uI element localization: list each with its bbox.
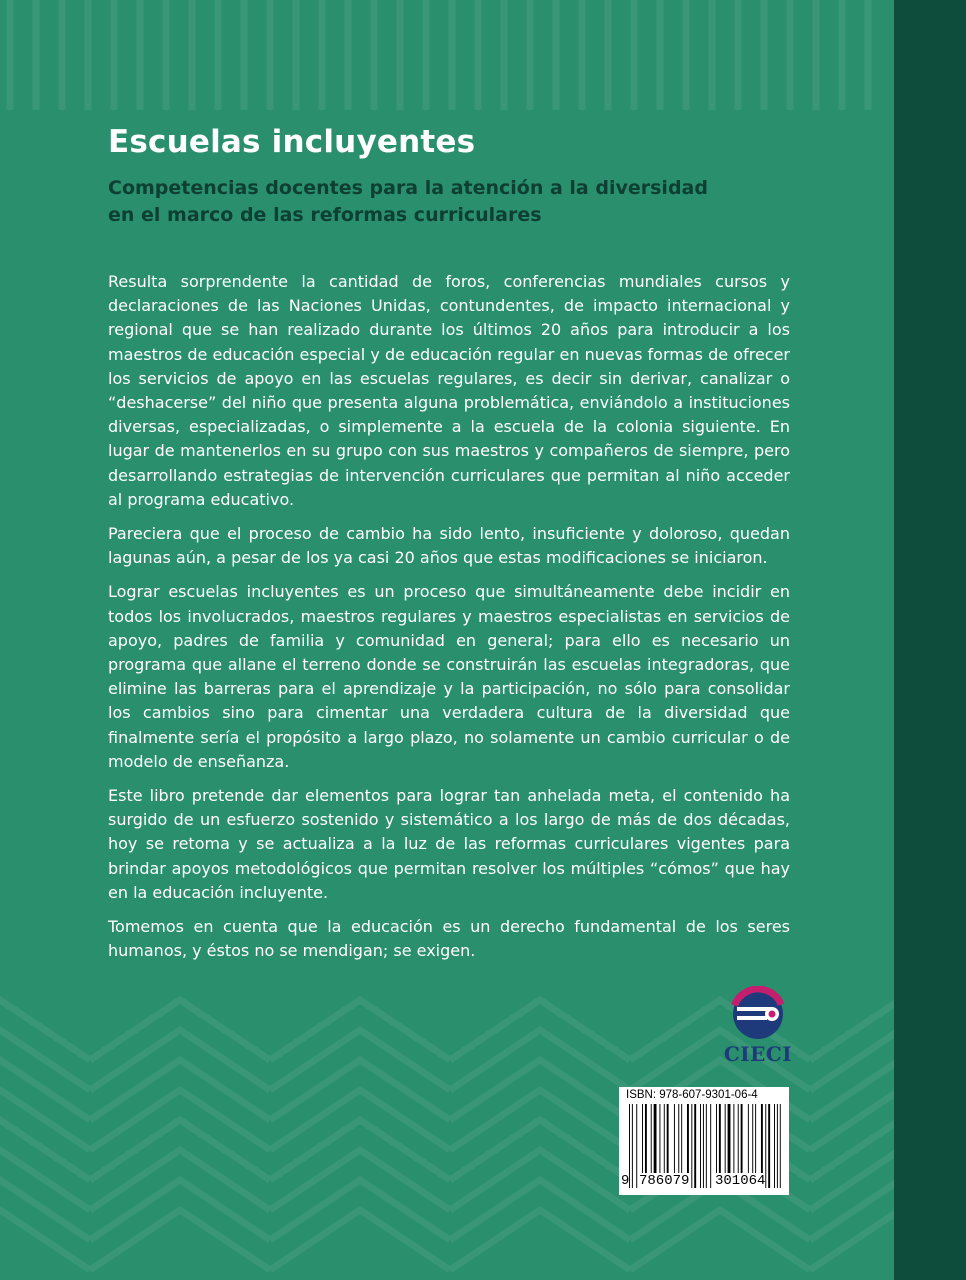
subtitle-line-1: Competencias docentes para la atención a la diversidad <box>108 177 708 199</box>
barcode-digit-first: 9 <box>621 1173 630 1189</box>
synopsis-paragraph: Lograr escuelas incluyentes es un proceso que simultáneamente debe incidir en todos los involucrados, maestros regulares y maestros especialistas en servicios de apoyo, padres de familia y comunidad en general; para ello es necesario un programa que allane el terreno donde se construirán las escuelas integradoras, que elimine las barreras para el aprendizaje y la participación, no sólo para consolidar los cambios sino para cimentar una verdadera cultura de la diversidad que finalmente sería el propósito a largo plazo, no solamente un cambio curricular o de modelo de enseñanza. <box>108 582 790 771</box>
barcode-digits-right: 301064 <box>715 1173 766 1189</box>
synopsis-paragraph: Este libro pretende dar elementos para lograr tan anhelada meta, el contenido ha surgido de un esfuerzo sostenido y sistemático a los largo de más de dos décadas, hoy se retoma y se actualiza a la luz de las reformas curriculares vigentes para brindar apoyos metodológicos que permitan resolver los múltiples “cómos” que hay en la educación incluyente. <box>108 786 790 902</box>
synopsis-paragraph: Pareciera que el proceso de cambio ha sido lento, insuficiente y doloroso, quedan lagunas aún, a pesar de los ya casi 20 años que estas modificaciones se iniciaron. <box>108 524 790 568</box>
spine <box>894 0 966 1280</box>
synopsis-paragraph: Resulta sorprendente la cantidad de foros, conferencias mundiales cursos y declaraciones de las Naciones Unidas, contundentes, de impacto internacional y regional que se han realizado durante los últimos 20 años para introducir a los maestros de educación especial y de educación regular en nuevas formas de ofrecer los servicios de apoyo en las escuelas regulares, es decir sin derivar, canalizar o “deshacerse” del niño que presenta alguna problemática, enviándolo a instituciones diversas, especializadas, o simplemente a la escuela de la colonia siguiente. En lugar de mantenerlos en su grupo con sus maestros y compañeros de siempre, pero desarrollando estrategias de intervención curriculares que permitan al niño acceder al programa educativo. <box>108 272 790 509</box>
barcode-digits <box>619 1173 789 1193</box>
subtitle-line-2: en el marco de las reformas curriculares <box>108 204 542 226</box>
book-subtitle <box>108 175 808 229</box>
isbn-number: ISBN: 978-607-9301-06-4 <box>626 1089 758 1101</box>
publisher-logo <box>718 986 798 1068</box>
cieci-logo-icon <box>718 986 798 1042</box>
book-title: Escuelas incluyentes <box>108 124 476 160</box>
barcode-digits-left: 786079 <box>639 1173 690 1189</box>
synopsis <box>108 270 790 973</box>
isbn-barcode <box>619 1087 789 1195</box>
synopsis-paragraph: Tomemos en cuenta que la educación es un derecho fundamental de los seres humanos, y éstos no se mendigan; se exigen. <box>108 917 790 961</box>
publisher-name: CIECI <box>723 1042 793 1066</box>
